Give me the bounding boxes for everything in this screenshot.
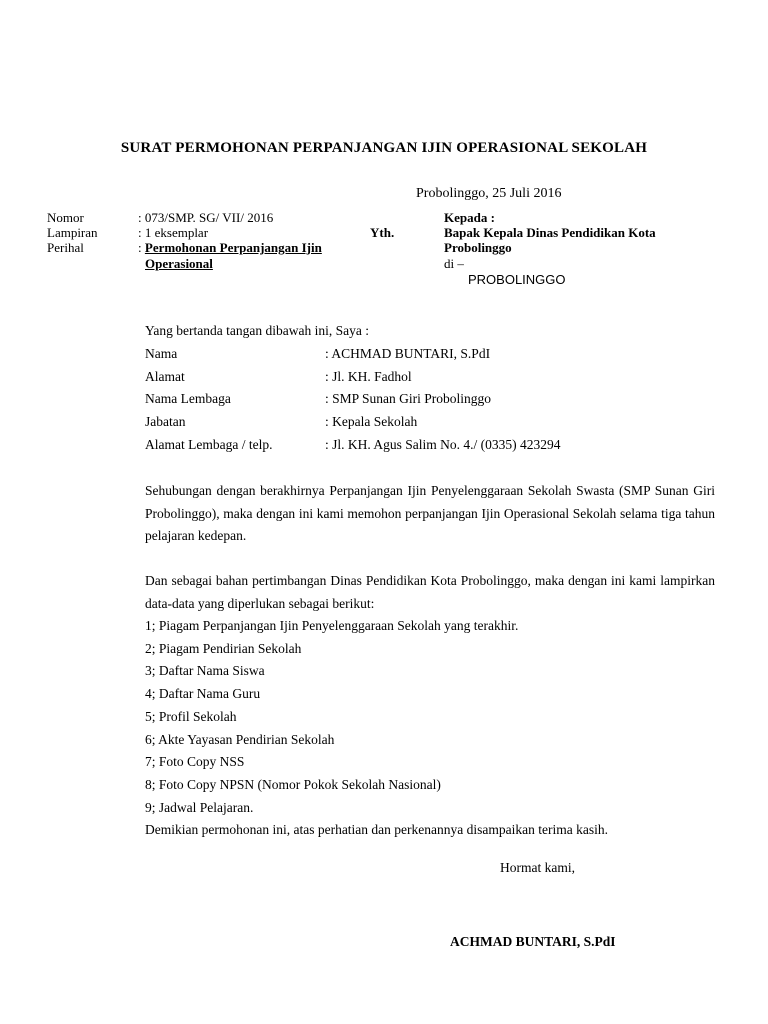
recipient-city: PROBOLINGGO — [468, 272, 566, 287]
identity-intro: Yang bertanda tangan dibawah ini, Saya : — [145, 323, 369, 338]
list-item: 8; Foto Copy NPSN (Nomor Pokok Sekolah Nasional) — [145, 777, 441, 792]
identity-label-nama: Nama — [145, 346, 178, 361]
letter-title: SURAT PERMOHONAN PERPANJANGAN IJIN OPERASIONAL SEKOLAH — [120, 140, 648, 156]
perihal-label: Perihal — [47, 240, 84, 255]
nomor-value: : 073/SMP. SG/ VII/ 2016 — [138, 210, 274, 225]
list-item: 5; Profil Sekolah — [145, 709, 237, 724]
recipient-line1: Bapak Kepala Dinas Pendidikan Kota — [444, 225, 656, 240]
list-item: 9; Jadwal Pelajaran. — [145, 800, 254, 815]
identity-label-alamat-lembaga: Alamat Lembaga / telp. — [145, 437, 273, 452]
identity-value-alamat-lembaga: : Jl. KH. Agus Salim No. 4./ (0335) 423294 — [325, 437, 561, 452]
perihal-value-line1: Permohonan Perpanjangan Ijin — [144, 240, 322, 255]
lampiran-label: Lampiran — [47, 225, 98, 240]
paragraph-1: Sehubungan dengan berakhirnya Perpanjangan Ijin Penyelenggaraan Sekolah Swasta (SMP Sunan Giri Probolinggo), maka dengan ini kami memohon perpanjangan Ijin Operasional Sekolah selama tiga tahun pelajaran kedepan. — [145, 483, 715, 543]
list-item: 4; Daftar Nama Guru — [145, 686, 261, 701]
recipient-line2: Probolinggo — [444, 240, 512, 255]
list-item: 2; Piagam Pendirian Sekolah — [145, 641, 302, 656]
perihal-value-line2: Operasional — [145, 256, 213, 271]
identity-label-lembaga: Nama Lembaga — [145, 391, 231, 406]
list-item: 6; Akte Yayasan Pendirian Sekolah — [145, 732, 335, 747]
signature-name: ACHMAD BUNTARI, S.PdI — [450, 934, 616, 949]
perihal-value — [138, 240, 322, 256]
yth-label: Yth. — [370, 225, 395, 240]
identity-value-nama: : ACHMAD BUNTARI, S.PdI — [325, 346, 491, 361]
closing-sentence: Demikian permohonan ini, atas perhatian dan perkenannya disampaikan terima kasih. — [145, 822, 608, 837]
list-item: 7; Foto Copy NSS — [145, 754, 245, 769]
identity-value-lembaga: : SMP Sunan Giri Probolinggo — [325, 391, 492, 406]
signature-greeting: Hormat kami, — [500, 860, 575, 875]
place-date: Probolinggo, 25 Juli 2016 — [416, 186, 562, 201]
recipient-di: di – — [444, 256, 464, 271]
paragraph-2: Dan sebagai bahan pertimbangan Dinas Pendidikan Kota Probolinggo, maka dengan ini kami lampirkan data-data yang diperlukan sebagai berikut: — [145, 573, 715, 611]
identity-label-alamat: Alamat — [145, 369, 185, 384]
identity-label-jabatan: Jabatan — [145, 414, 186, 429]
identity-value-alamat: : Jl. KH. Fadhol — [325, 369, 412, 384]
lampiran-value: : 1 eksemplar — [138, 225, 209, 240]
list-item: 3; Daftar Nama Siswa — [145, 663, 265, 678]
list-item: 1; Piagam Perpanjangan Ijin Penyelenggaraan Sekolah yang terakhir. — [145, 618, 519, 633]
identity-value-jabatan: : Kepala Sekolah — [325, 414, 418, 429]
perihal-colon: : — [138, 240, 145, 255]
kepada-label: Kepada : — [444, 210, 495, 225]
nomor-label: Nomor — [47, 210, 84, 225]
